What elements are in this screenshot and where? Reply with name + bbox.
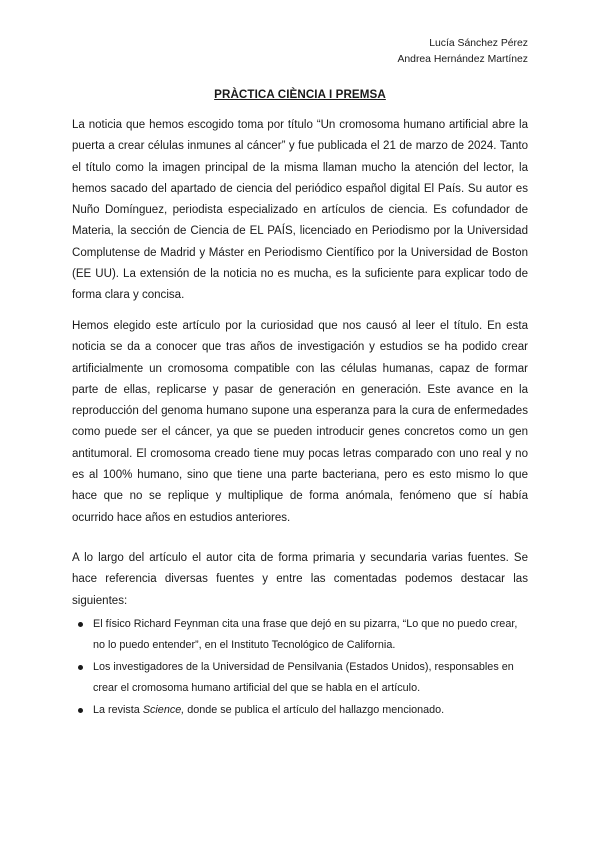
list-item [72, 614, 528, 655]
document-title: PRÀCTICA CIÈNCIA I PREMSA [214, 88, 386, 101]
list-item [72, 700, 528, 721]
list-item [72, 657, 528, 698]
author-1: Lucía Sánchez Pérez [429, 38, 528, 49]
author-names [397, 36, 528, 68]
list-item-text: Los investigadores de la Universidad de Pensilvania (Estados Unidos), responsables en crear el cromosoma humano artificial del que se habla en el artículo. [93, 661, 514, 694]
list-item-text-prefix: La revista [93, 704, 143, 717]
list-item-text-suffix: donde se publica el artículo del hallazgo mencionado. [184, 704, 445, 717]
bullet-icon [78, 622, 83, 627]
bullet-icon [78, 708, 83, 713]
sources-list [72, 614, 528, 723]
list-item-text: El físico Richard Feynman cita una frase que dejó en su pizarra, “Lo que no puedo crear, no lo puedo entender”, en el Instituto Tecnológico de California. [93, 618, 518, 651]
journal-name: Science, [142, 704, 185, 717]
paragraph-1: La noticia que hemos escogido toma por título “Un cromosoma humano artificial abre la puerta a crear células inmunes al cáncer” y fue publicada el 21 de marzo de 2024. Tanto el título como la imagen principal de la misma llaman mucho la atención del lector, la hemos sacado del apartado de ciencia del periódico español digital El País. Su autor es Nuño Domínguez, periodista especializado en artículos de ciencia. Es cofundador de Materia, la sección de Ciencia de EL PAÍS, licenciado en Periodismo por la Universidad Complutense de Madrid y Máster en Periodismo Científico por la Universidad de Boston (EE UU). La extensión de la noticia no es mucha, es la suficiente para explicar todo de forma clara y concisa. [72, 119, 528, 302]
author-2: Andrea Hernández Martínez [397, 54, 528, 65]
paragraph-3: A lo largo del artículo el autor cita de forma primaria y secundaria varias fuentes. Se hace referencia diversas fuentes y entre las comentadas podemos destacar las siguientes: [72, 552, 528, 607]
paragraph-2: Hemos elegido este artículo por la curiosidad que nos causó al leer el título. En esta noticia se da a conocer que tras años de investigación y estudios se ha podido crear artificialmente un cromosoma compatible con las células humanas, capaz de formar parte de ellas, replicarse y pasar de generación en generación. Este avance en la reproducción del genoma humano supone una esperanza para la cura de enfermedades como puede ser el cáncer, ya que se pueden introducir genes concretos como un gen antitumoral. El cromosoma creado tiene muy pocas letras comparado con uno real y no es al 100% humano, sino que tiene una parte bacteriana, pero es esto mismo lo que hace que no se replique y multiplique de forma anómala, fenómeno que sí había ocurrido hace años en estudios anteriores. [72, 320, 528, 524]
bullet-icon [78, 665, 83, 670]
